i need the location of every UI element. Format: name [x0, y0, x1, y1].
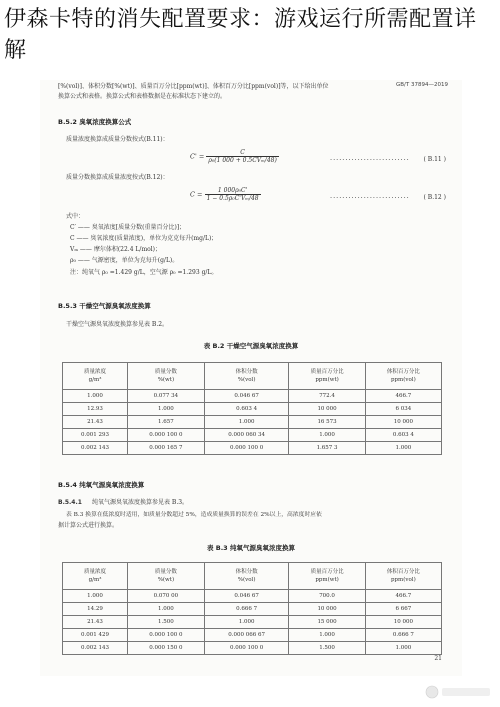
definition-item: C —— 臭氧浓度(质量浓度)，单位为克克每升(mg/L)； — [70, 235, 218, 242]
eq2-numerator: 1 000ρ₀C' — [205, 187, 261, 195]
table-row — [63, 390, 442, 403]
table-cell: 700.0 — [289, 590, 365, 603]
table-b2-caption: 表 B.2 干燥空气源臭氧浓度换算 — [203, 342, 299, 350]
table-row — [63, 616, 442, 629]
eq1-denominator: ρ₀(1 000 + 0.5CVₘ/48) — [208, 157, 277, 164]
table-cell: 21.43 — [63, 416, 128, 429]
eq1-number: ( B.11 ) — [423, 156, 446, 163]
section-b52-heading: B.5.2 臭氧浓度换算公式 — [58, 118, 132, 126]
section-b54-heading: B.5.4 纯氧气源臭氧浓度换算 — [58, 481, 145, 489]
table-row — [63, 442, 442, 455]
table-cell: 0.000 066 67 — [204, 629, 289, 642]
table-header-row — [63, 563, 442, 590]
table-cell: 15 000 — [289, 616, 365, 629]
table-cell: 0.046 67 — [204, 590, 289, 603]
b53-text: 干燥空气源臭氧浓度换算参见表 B.2。 — [66, 321, 169, 328]
where-label: 式中： — [66, 213, 85, 220]
eq2-lhs: C = — [190, 190, 203, 199]
table-cell: 1.000 — [204, 416, 289, 429]
table-cell: 0.666 7 — [365, 629, 441, 642]
table-cell: 12.93 — [63, 403, 128, 416]
section-b53-heading: B.5.3 干燥空气源臭氧浓度换算 — [58, 302, 151, 310]
column-header: 质量分数 %(wt) — [128, 363, 205, 390]
eq2-leader-dots: ·························· — [330, 194, 410, 202]
table-cell: 0.603 4 — [365, 429, 441, 442]
equation-b12 — [190, 187, 450, 202]
table-row — [63, 629, 442, 642]
standard-number: GB/T 37894—2019 — [396, 82, 448, 88]
definition-item: C′ —— 臭氧浓度[质量分数(重量百分比)]； — [70, 224, 186, 231]
equation-b11 — [190, 149, 450, 164]
table-cell: 6 034 — [365, 403, 441, 416]
eq2-denominator: 1 − 0.5ρ₀C'Vₘ/48 — [206, 195, 259, 202]
table-cell: 10 000 — [365, 616, 441, 629]
table-cell: 1.657 — [128, 416, 205, 429]
eq1-lhs: C' = — [190, 152, 205, 161]
table-cell: 1.000 — [365, 442, 441, 455]
table-cell: 1.500 — [289, 642, 365, 655]
table-cell: 1.000 — [289, 429, 365, 442]
table-cell: 1.000 — [204, 616, 289, 629]
eq1-numerator: C — [206, 149, 278, 157]
column-header: 体积分数 %(vol) — [204, 563, 289, 590]
b541-text-3: 据计算公式进行换算。 — [58, 522, 119, 529]
eq1-leader-dots: ·························· — [330, 156, 410, 164]
page-title: 伊森卡特的消失配置要求：游戏运行所需配置详解 — [4, 7, 477, 63]
table-row — [63, 403, 442, 416]
table-cell: 772.4 — [289, 390, 365, 403]
watermark-logo-icon — [424, 683, 494, 701]
table-b2 — [62, 362, 442, 455]
table-b3-caption: 表 B.3 纯氧气源臭氧浓度换算 — [207, 544, 295, 552]
table-cell: 1.657 3 — [289, 442, 365, 455]
table-cell: 10 000 — [365, 416, 441, 429]
table-cell: 0.046 67 — [204, 390, 289, 403]
table-b3 — [62, 562, 442, 655]
table-cell: 0.002 143 — [63, 642, 128, 655]
eq1-fraction — [206, 149, 278, 164]
page-number: 21 — [434, 655, 442, 662]
table-cell: 0.000 100 0 — [128, 629, 205, 642]
table-cell: 0.000 100 0 — [204, 442, 289, 455]
table-cell: 0.001 293 — [63, 429, 128, 442]
table-cell: 1.000 — [365, 642, 441, 655]
b541-text-1: 纯氧气源臭氧浓度换算参见表 B.3。 — [92, 499, 189, 506]
eq2-number: ( B.12 ) — [423, 194, 446, 201]
table-cell: 1.000 — [63, 590, 128, 603]
table-cell: 16 573 — [289, 416, 365, 429]
table-cell: 1.500 — [128, 616, 205, 629]
eq2-fraction — [205, 187, 261, 202]
b52-line-1: 质量浓度换算成质量分数按式(B.11)： — [66, 136, 169, 143]
table-cell: 0.000 150 0 — [128, 642, 205, 655]
column-header: 质量分数 %(wt) — [128, 563, 205, 590]
table-cell: 6 667 — [365, 603, 441, 616]
table-cell: 1.000 — [63, 390, 128, 403]
table-cell: 0.000 060 34 — [204, 429, 289, 442]
table-cell: 0.000 100 0 — [128, 429, 205, 442]
table-cell: 0.070 00 — [128, 590, 205, 603]
table-cell: 1.000 — [289, 629, 365, 642]
definition-item: ρ₀ —— 气源密度，单位为克每升(g/L)。 — [70, 257, 179, 264]
b541-text-2: 表 B.3 换算在低浓度时适用，如质量分数超过 5%，造成质量换算的误差在 2%以上，高浓度时应依 — [66, 512, 322, 518]
table-cell: 0.001 429 — [63, 629, 128, 642]
column-header: 质量百万分比 ppm(wt) — [289, 363, 365, 390]
table-row — [63, 429, 442, 442]
intro-line-2: 换算公式和表格。换算公式和表格数据是在标准状态下建立的。 — [58, 93, 227, 100]
table-cell: 0.603 4 — [204, 403, 289, 416]
table-row — [63, 603, 442, 616]
table-cell: 466.7 — [365, 590, 441, 603]
document-page — [40, 80, 462, 676]
column-header: 质量百万分比 ppm(wt) — [289, 563, 365, 590]
table-cell: 10 000 — [289, 403, 365, 416]
table-cell: 21.43 — [63, 616, 128, 629]
intro-line-1: [%(vol)]、体积分数[%(wt)]、质量百万分比[ppm(wt)]、体积百万分比[ppm(vol)]等，以下给出单位 — [58, 83, 329, 90]
column-header: 体积百万分比 ppm(vol) — [365, 363, 441, 390]
table-row — [63, 416, 442, 429]
table-cell: 1.000 — [128, 403, 205, 416]
definition-item: Vₘ —— 摩尔体积(22.4 L/mol)； — [70, 246, 162, 253]
table-cell: 0.666 7 — [204, 603, 289, 616]
table-cell: 0.000 100 0 — [204, 642, 289, 655]
table-header-row — [63, 363, 442, 390]
table-cell: 0.077 34 — [128, 390, 205, 403]
column-header: 质量浓度 g/m³ — [63, 363, 128, 390]
b52-line-2: 质量分数换算成质量浓度按式(B.12)： — [66, 174, 169, 181]
column-header: 体积分数 %(vol) — [204, 363, 289, 390]
table-cell: 466.7 — [365, 390, 441, 403]
b541-number: B.5.4.1 — [58, 499, 82, 506]
table-row — [63, 642, 442, 655]
table-cell: 0.002 143 — [63, 442, 128, 455]
definition-note: 注：纯氧气 ρ₀ =1.429 g/L，空气源 ρ₀ =1.293 g/L。 — [70, 269, 218, 276]
table-cell: 1.000 — [128, 603, 205, 616]
table-cell: 14.29 — [63, 603, 128, 616]
column-header: 质量浓度 g/m³ — [63, 563, 128, 590]
table-cell: 10 000 — [289, 603, 365, 616]
table-cell: 0.000 165 7 — [128, 442, 205, 455]
table-row — [63, 590, 442, 603]
column-header: 体积百万分比 ppm(vol) — [365, 563, 441, 590]
